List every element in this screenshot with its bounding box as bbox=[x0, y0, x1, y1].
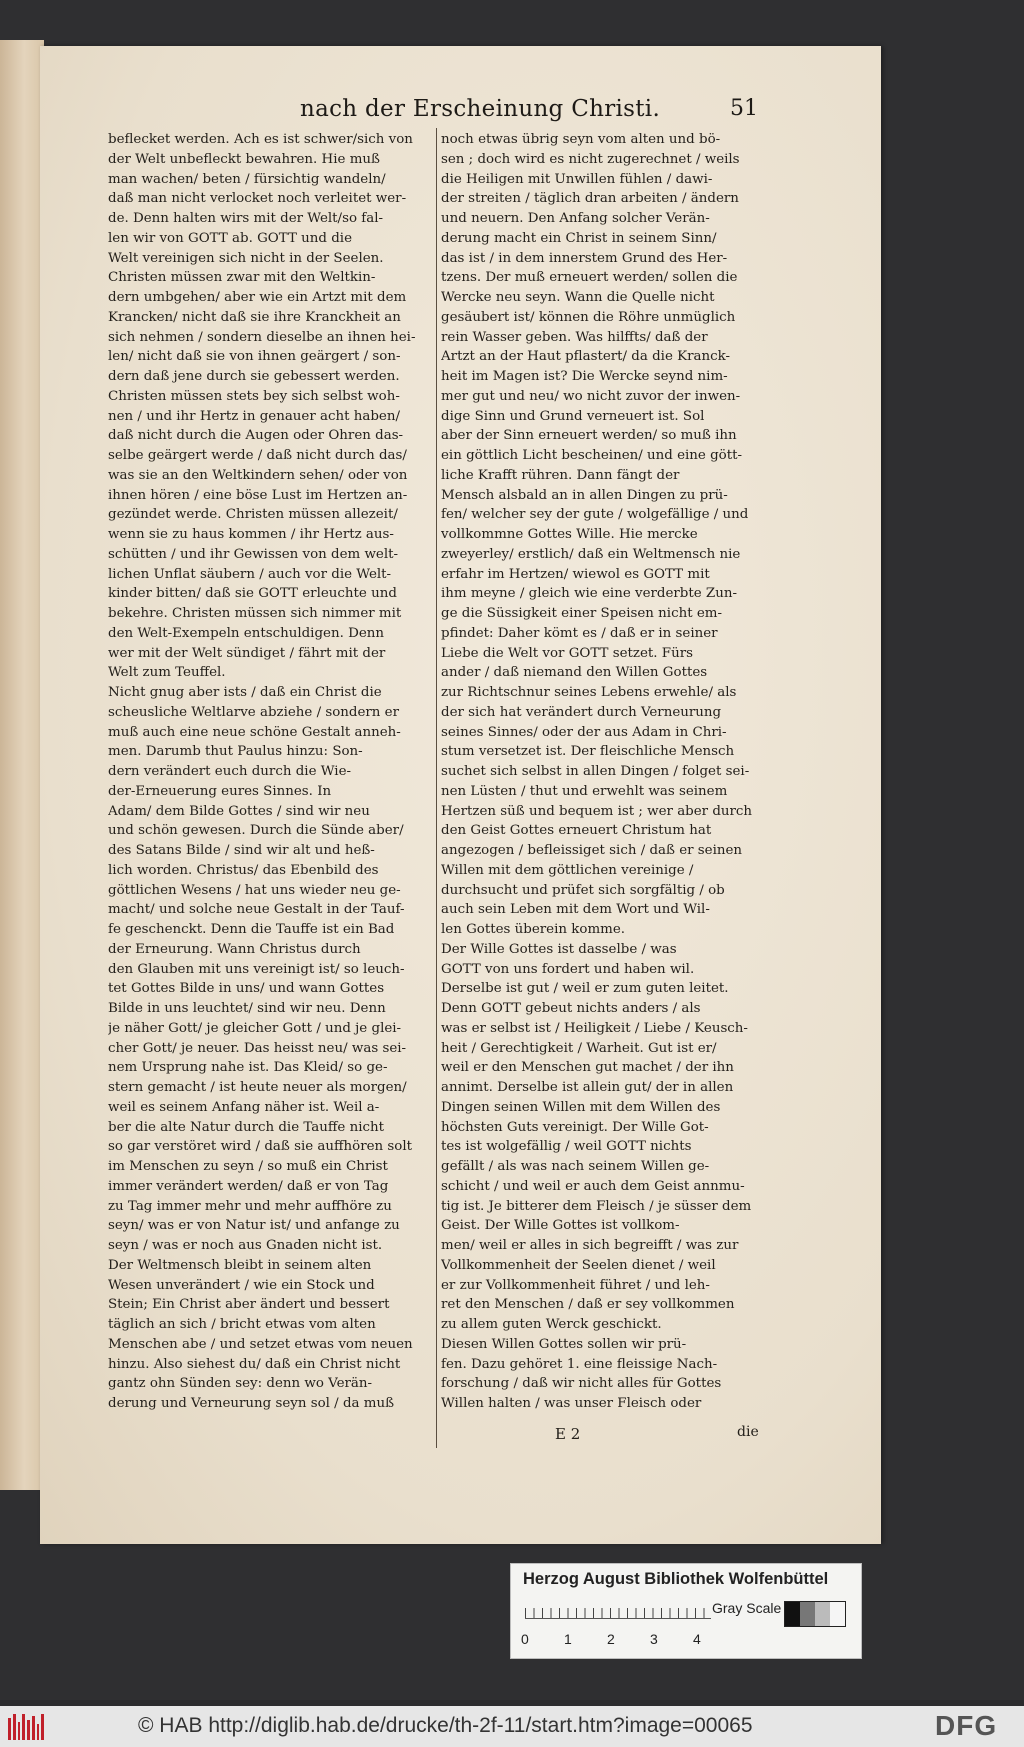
text-line: nen / und ihr Hertz in genauer acht haben/ bbox=[108, 408, 400, 424]
text-line: den Welt-Exempeln entschuldigen. Denn bbox=[108, 625, 384, 641]
text-line: der-Erneuerung eures Sinnes. In bbox=[108, 783, 332, 799]
text-line: bekehre. Christen müssen sich nimmer mit bbox=[108, 606, 402, 621]
text-line: göttlichen Wesens / hat uns wieder neu ge- bbox=[108, 882, 401, 898]
dfg-logo: DFG bbox=[935, 1710, 998, 1741]
text-line: dige Sinn und Grund verneuert ist. Sol bbox=[441, 408, 705, 424]
gray-patch bbox=[830, 1602, 845, 1626]
text-line: de. Denn halten wirs mit der Welt/so fal- bbox=[108, 211, 384, 226]
text-line: Der Weltmensch bleibt in seinem alten bbox=[108, 1257, 372, 1273]
text-line: so gar verstöret wird / daß sie auffhören solt bbox=[108, 1139, 413, 1155]
text-line: Denn GOTT gebeut nichts anders / als bbox=[441, 1001, 701, 1016]
text-line: man wachen/ beten / fürsichtig wandeln/ bbox=[108, 171, 386, 187]
text-line: nen Lüsten / thut und erwehlt was seinem bbox=[441, 783, 728, 799]
text-line: Dingen seinen Willen mit dem Willen des bbox=[441, 1099, 721, 1115]
text-line: höchsten Guts vereinigt. Der Wille Got- bbox=[441, 1119, 709, 1135]
text-line: men/ weil er alles in sich begreifft / was zur bbox=[441, 1238, 739, 1253]
text-line: derung und Verneurung seyn sol / da muß bbox=[108, 1396, 395, 1411]
text-line: gezündet werde. Christen müssen allezeit/ bbox=[108, 507, 398, 523]
text-line: und neuern. Den Anfang solcher Verän- bbox=[441, 211, 710, 226]
library-color-chart-label bbox=[510, 1563, 862, 1659]
text-line: durchsucht und prüfet sich sorgfältig / ob bbox=[441, 882, 725, 898]
text-line: ander / daß niemand den Willen Gottes bbox=[441, 665, 708, 681]
text-line: ret den Menschen / daß er sey vollkommen bbox=[441, 1297, 735, 1313]
text-line: len Gottes überein komme. bbox=[441, 922, 626, 937]
text-line: daß nicht durch die Augen oder Ohren das- bbox=[108, 428, 404, 444]
text-line: zu Tag immer mehr und mehr auffhöre zu bbox=[108, 1198, 392, 1214]
text-line: fe geschenckt. Denn die Tauffe ist ein Bad bbox=[108, 922, 395, 937]
text-line: ihm meyne / gleich wie eine verderbte Zun- bbox=[441, 586, 737, 602]
text-line: pfindet: Daher kömt es / daß er in seiner bbox=[441, 625, 718, 641]
text-line: Artzt an der Haut pflastert/ da die Kranck- bbox=[441, 349, 731, 365]
text-line: Christen müssen stets bey sich selbst woh- bbox=[108, 388, 400, 404]
text-line: was er selbst ist / Heiligkeit / Liebe / Keusch- bbox=[441, 1020, 748, 1036]
text-line: schütten / und ihr Gewissen von dem welt- bbox=[108, 546, 399, 562]
text-line: dern daß jene durch sie gebessert werden. bbox=[108, 369, 400, 384]
text-line: weil es seinem Anfang näher ist. Weil a- bbox=[108, 1099, 380, 1115]
text-line: die Heiligen mit Unwillen fühlen / dawi- bbox=[441, 171, 713, 187]
text-line: wer mit der Welt sündiget / fährt mit der bbox=[108, 645, 386, 661]
text-line: dern verändert euch durch die Wie- bbox=[108, 764, 352, 779]
text-column-right bbox=[441, 130, 763, 1414]
text-line: heit im Magen ist? Die Wercke seynd nim- bbox=[441, 369, 728, 384]
text-line: sich nehmen / sondern dieselbe an ihnen hei- bbox=[108, 329, 416, 345]
text-line: Adam/ dem Bilde Gottes / sind wir neu bbox=[108, 803, 370, 819]
text-line: noch etwas übrig seyn vom alten und bö- bbox=[441, 132, 721, 147]
ruler-number: 4 bbox=[693, 1631, 701, 1647]
text-line: im Menschen zu seyn / so muß ein Christ bbox=[108, 1159, 388, 1174]
text-line: dern umbgehen/ aber wie ein Artzt mit dem bbox=[108, 290, 407, 305]
text-line: was sie an den Weltkindern sehen/ oder von bbox=[108, 467, 408, 483]
text-line: Bilde in uns leuchtet/ sind wir neu. Denn bbox=[108, 1001, 386, 1016]
text-line: Derselbe ist gut / weil er zum guten leitet. bbox=[441, 981, 729, 997]
text-line: Willen halten / was unser Fleisch oder bbox=[441, 1396, 702, 1411]
text-line: scheusliche Weltlarve abziehe / sondern er bbox=[108, 704, 400, 720]
text-line: liche Krafft rühren. Dann fängt der bbox=[441, 467, 680, 483]
text-line: Christen müssen zwar mit den Weltkin- bbox=[108, 270, 376, 286]
text-line: Geist. Der Wille Gottes ist vollkom- bbox=[441, 1218, 680, 1234]
text-line: lichen Unflat säubern / auch vor die Welt- bbox=[108, 566, 392, 582]
gray-patch bbox=[800, 1602, 815, 1626]
text-line: Mensch alsbald an in allen Dingen zu prü- bbox=[441, 487, 728, 503]
text-line: Diesen Willen Gottes sollen wir prü- bbox=[441, 1336, 687, 1352]
gray-patch bbox=[785, 1602, 800, 1626]
running-head: nach der Erscheinung Christi. bbox=[300, 96, 661, 122]
scale-ruler bbox=[525, 1601, 711, 1619]
signature-mark: E 2 bbox=[555, 1425, 581, 1443]
text-line: stum versetzet ist. Der fleischliche Mensch bbox=[441, 744, 735, 760]
text-line: angezogen / befleissiget sich / daß er seinen bbox=[441, 843, 743, 858]
text-line: len wir von GOTT ab. GOTT und die bbox=[108, 230, 353, 246]
text-line: Menschen abe / und setzet etwas vom neuen bbox=[108, 1336, 413, 1352]
text-line: Nicht gnug aber ists / daß ein Christ die bbox=[108, 685, 382, 700]
ruler-number: 3 bbox=[650, 1631, 658, 1647]
library-name: Herzog August Bibliothek Wolfenbüttel bbox=[523, 1570, 829, 1588]
text-line: derung macht ein Christ in seinem Sinn/ bbox=[441, 230, 717, 246]
text-line: er zur Vollkommenheit führet / und leh- bbox=[441, 1277, 710, 1293]
text-line: selbe geärgert werde / daß nicht durch das/ bbox=[108, 448, 407, 463]
text-line: ber die alte Natur durch die Tauffe nicht bbox=[108, 1119, 384, 1135]
text-line: hinzu. Also siehest du/ daß ein Christ nicht bbox=[108, 1356, 401, 1372]
text-line: seyn/ was er von Natur ist/ und anfange zu bbox=[108, 1218, 400, 1234]
text-line: immer verändert werden/ daß er von Tag bbox=[108, 1178, 389, 1194]
text-line: Welt zum Teuffel. bbox=[108, 665, 226, 681]
text-line: ein göttlich Licht bescheinen/ und eine gött- bbox=[441, 448, 743, 463]
footer-bar bbox=[0, 1706, 1024, 1747]
text-line: tzens. Der muß erneuert werden/ sollen die bbox=[441, 270, 738, 286]
ruler-number: 0 bbox=[521, 1631, 529, 1647]
text-line: sen ; doch wird es nicht zugerechnet / weils bbox=[441, 151, 740, 167]
text-line: Willen mit dem göttlichen vereinige / bbox=[441, 862, 694, 878]
ruler-number: 1 bbox=[564, 1631, 572, 1647]
text-line: muß auch eine neue schöne Gestalt anneh- bbox=[108, 724, 401, 740]
text-line: annimt. Derselbe ist allein gut/ der in allen bbox=[441, 1080, 734, 1095]
text-line: des Satans Bilde / sind wir alt und heß- bbox=[108, 843, 375, 858]
text-line: seyn / was er noch aus Gnaden nicht ist. bbox=[108, 1238, 383, 1253]
hab-logo-icon bbox=[8, 1714, 44, 1740]
text-line: seines Sinnes/ oder der aus Adam in Chri- bbox=[441, 724, 727, 740]
text-line: zu allem guten Werck geschickt. bbox=[441, 1317, 662, 1332]
text-line: erfahr im Hertzen/ wiewol es GOTT mit bbox=[441, 566, 710, 582]
text-line: ihnen hören / eine böse Lust im Hertzen an- bbox=[108, 487, 408, 503]
text-line: Wesen unverändert / wie ein Stock und bbox=[108, 1277, 375, 1293]
catchword: die bbox=[737, 1424, 759, 1440]
text-column-left bbox=[108, 130, 430, 1414]
text-line: den Geist Gottes erneuert Christum hat bbox=[441, 823, 712, 839]
text-line: Wercke neu seyn. Wann die Quelle nicht bbox=[441, 290, 715, 305]
text-line: Der Wille Gottes ist dasselbe / was bbox=[441, 941, 677, 957]
text-line: wenn sie zu haus kommen / ihr Hertz aus- bbox=[108, 527, 394, 542]
text-line: der sich hat verändert durch Verneurung bbox=[441, 704, 722, 720]
text-line: Welt vereinigen sich nicht in der Seelen. bbox=[108, 250, 384, 266]
text-line: zur Richtschnur seines Lebens erwehle/ als bbox=[441, 685, 737, 700]
text-line: und schön gewesen. Durch die Sünde aber/ bbox=[108, 823, 404, 839]
text-line: macht/ und solche neue Gestalt in der Tauf- bbox=[108, 902, 405, 918]
text-line: forschung / daß wir nicht alles für Gottes bbox=[441, 1376, 722, 1392]
text-line: Liebe die Welt vor GOTT setzet. Fürs bbox=[441, 645, 693, 661]
text-line: daß man nicht verlocket noch verleitet wer- bbox=[108, 191, 407, 207]
text-line: cher Gott/ je neuer. Das heisst neu/ was sei- bbox=[108, 1040, 407, 1056]
text-line: vollkommne Gottes Wille. Hie mercke bbox=[441, 527, 698, 542]
text-line: beflecket werden. Ach es ist schwer/sich von bbox=[108, 132, 413, 147]
text-line: len/ nicht daß sie von ihnen geärgert / son- bbox=[108, 349, 401, 365]
text-line: nem Ursprung nahe ist. Das Kleid/ so ge- bbox=[108, 1060, 388, 1076]
gray-scale-label: Gray Scale bbox=[712, 1600, 782, 1616]
text-line: gefällt / als was nach seinem Willen ge- bbox=[441, 1159, 710, 1174]
column-divider bbox=[436, 128, 437, 1448]
gray-scale-swatches bbox=[784, 1601, 846, 1627]
text-line: je näher Gott/ je gleicher Gott / und je glei- bbox=[108, 1020, 402, 1036]
text-line: suchet sich selbst in allen Dingen / folget sei- bbox=[441, 764, 750, 779]
text-line: GOTT von uns fordert und haben wil. bbox=[441, 961, 695, 977]
text-line: täglich an sich / bricht etwas vom alten bbox=[108, 1317, 376, 1332]
gray-patch bbox=[815, 1602, 830, 1626]
text-line: men. Darumb thut Paulus hinzu: Son- bbox=[108, 744, 363, 760]
text-line: mer gut und neu/ wo nicht zuvor der inwen- bbox=[441, 388, 741, 404]
text-line: heit / Gerechtigkeit / Warheit. Gut ist er/ bbox=[441, 1040, 717, 1056]
copyright-url[interactable]: © HAB http://diglib.hab.de/drucke/th-2f-11/start.htm?image=00065 bbox=[138, 1714, 753, 1737]
book-spine-edge bbox=[0, 40, 44, 1490]
text-line: der streiten / täglich dran arbeiten / ändern bbox=[441, 191, 739, 207]
text-line: lich worden. Christus/ das Ebenbild des bbox=[108, 862, 379, 878]
text-line: rein Wasser geben. Was hilffts/ daß der bbox=[441, 329, 708, 345]
text-line: aber der Sinn erneuert werden/ so muß ihn bbox=[441, 428, 737, 444]
text-line: kinder bitten/ daß sie GOTT erleuchte und bbox=[108, 586, 397, 602]
text-line: schicht / und weil er auch dem Geist annmu- bbox=[441, 1178, 745, 1194]
ruler-number: 2 bbox=[607, 1631, 615, 1647]
text-line: den Glauben mit uns vereinigt ist/ so leuch- bbox=[108, 961, 405, 977]
text-line: fen. Dazu gehöret 1. eine fleissige Nach- bbox=[441, 1356, 718, 1372]
text-line: Hertzen süß und bequem ist ; wer aber durch bbox=[441, 803, 753, 819]
text-line: das ist / in dem innerstem Grund des Her- bbox=[441, 250, 728, 266]
page-number: 51 bbox=[730, 96, 758, 121]
text-line: fen/ welcher sey der gute / wolgefällige / und bbox=[441, 507, 749, 523]
text-line: gesäubert ist/ können die Röhre unmüglich bbox=[441, 309, 736, 325]
text-line: stern gemacht / ist heute neuer als morgen/ bbox=[108, 1080, 407, 1095]
text-line: Krancken/ nicht daß sie ihre Kranckheit an bbox=[108, 309, 401, 325]
text-line: gantz ohn Sünden sey: denn wo Verän- bbox=[108, 1376, 373, 1392]
text-line: tet Gottes Bilde in uns/ und wann Gottes bbox=[108, 981, 385, 997]
text-line: ge die Süssigkeit einer Speisen nicht em- bbox=[441, 606, 723, 621]
text-line: der Welt unbefleckt bewahren. Hie muß bbox=[108, 151, 380, 167]
text-line: der Erneurung. Wann Christus durch bbox=[108, 941, 361, 957]
text-line: weil er den Menschen gut machet / der ihn bbox=[441, 1060, 734, 1076]
text-line: tes ist wolgefällig / weil GOTT nichts bbox=[441, 1139, 692, 1155]
text-line: zweyerley/ erstlich/ daß ein Weltmensch nie bbox=[441, 546, 741, 562]
text-line: tig ist. Je bitterer dem Fleisch / je süsser dem bbox=[441, 1198, 752, 1214]
text-line: Vollkommenheit der Seelen dienet / weil bbox=[441, 1257, 716, 1273]
text-line: Stein; Ein Christ aber ändert und bessert bbox=[108, 1297, 390, 1313]
text-line: auch sein Leben mit dem Wort und Wil- bbox=[441, 902, 710, 918]
